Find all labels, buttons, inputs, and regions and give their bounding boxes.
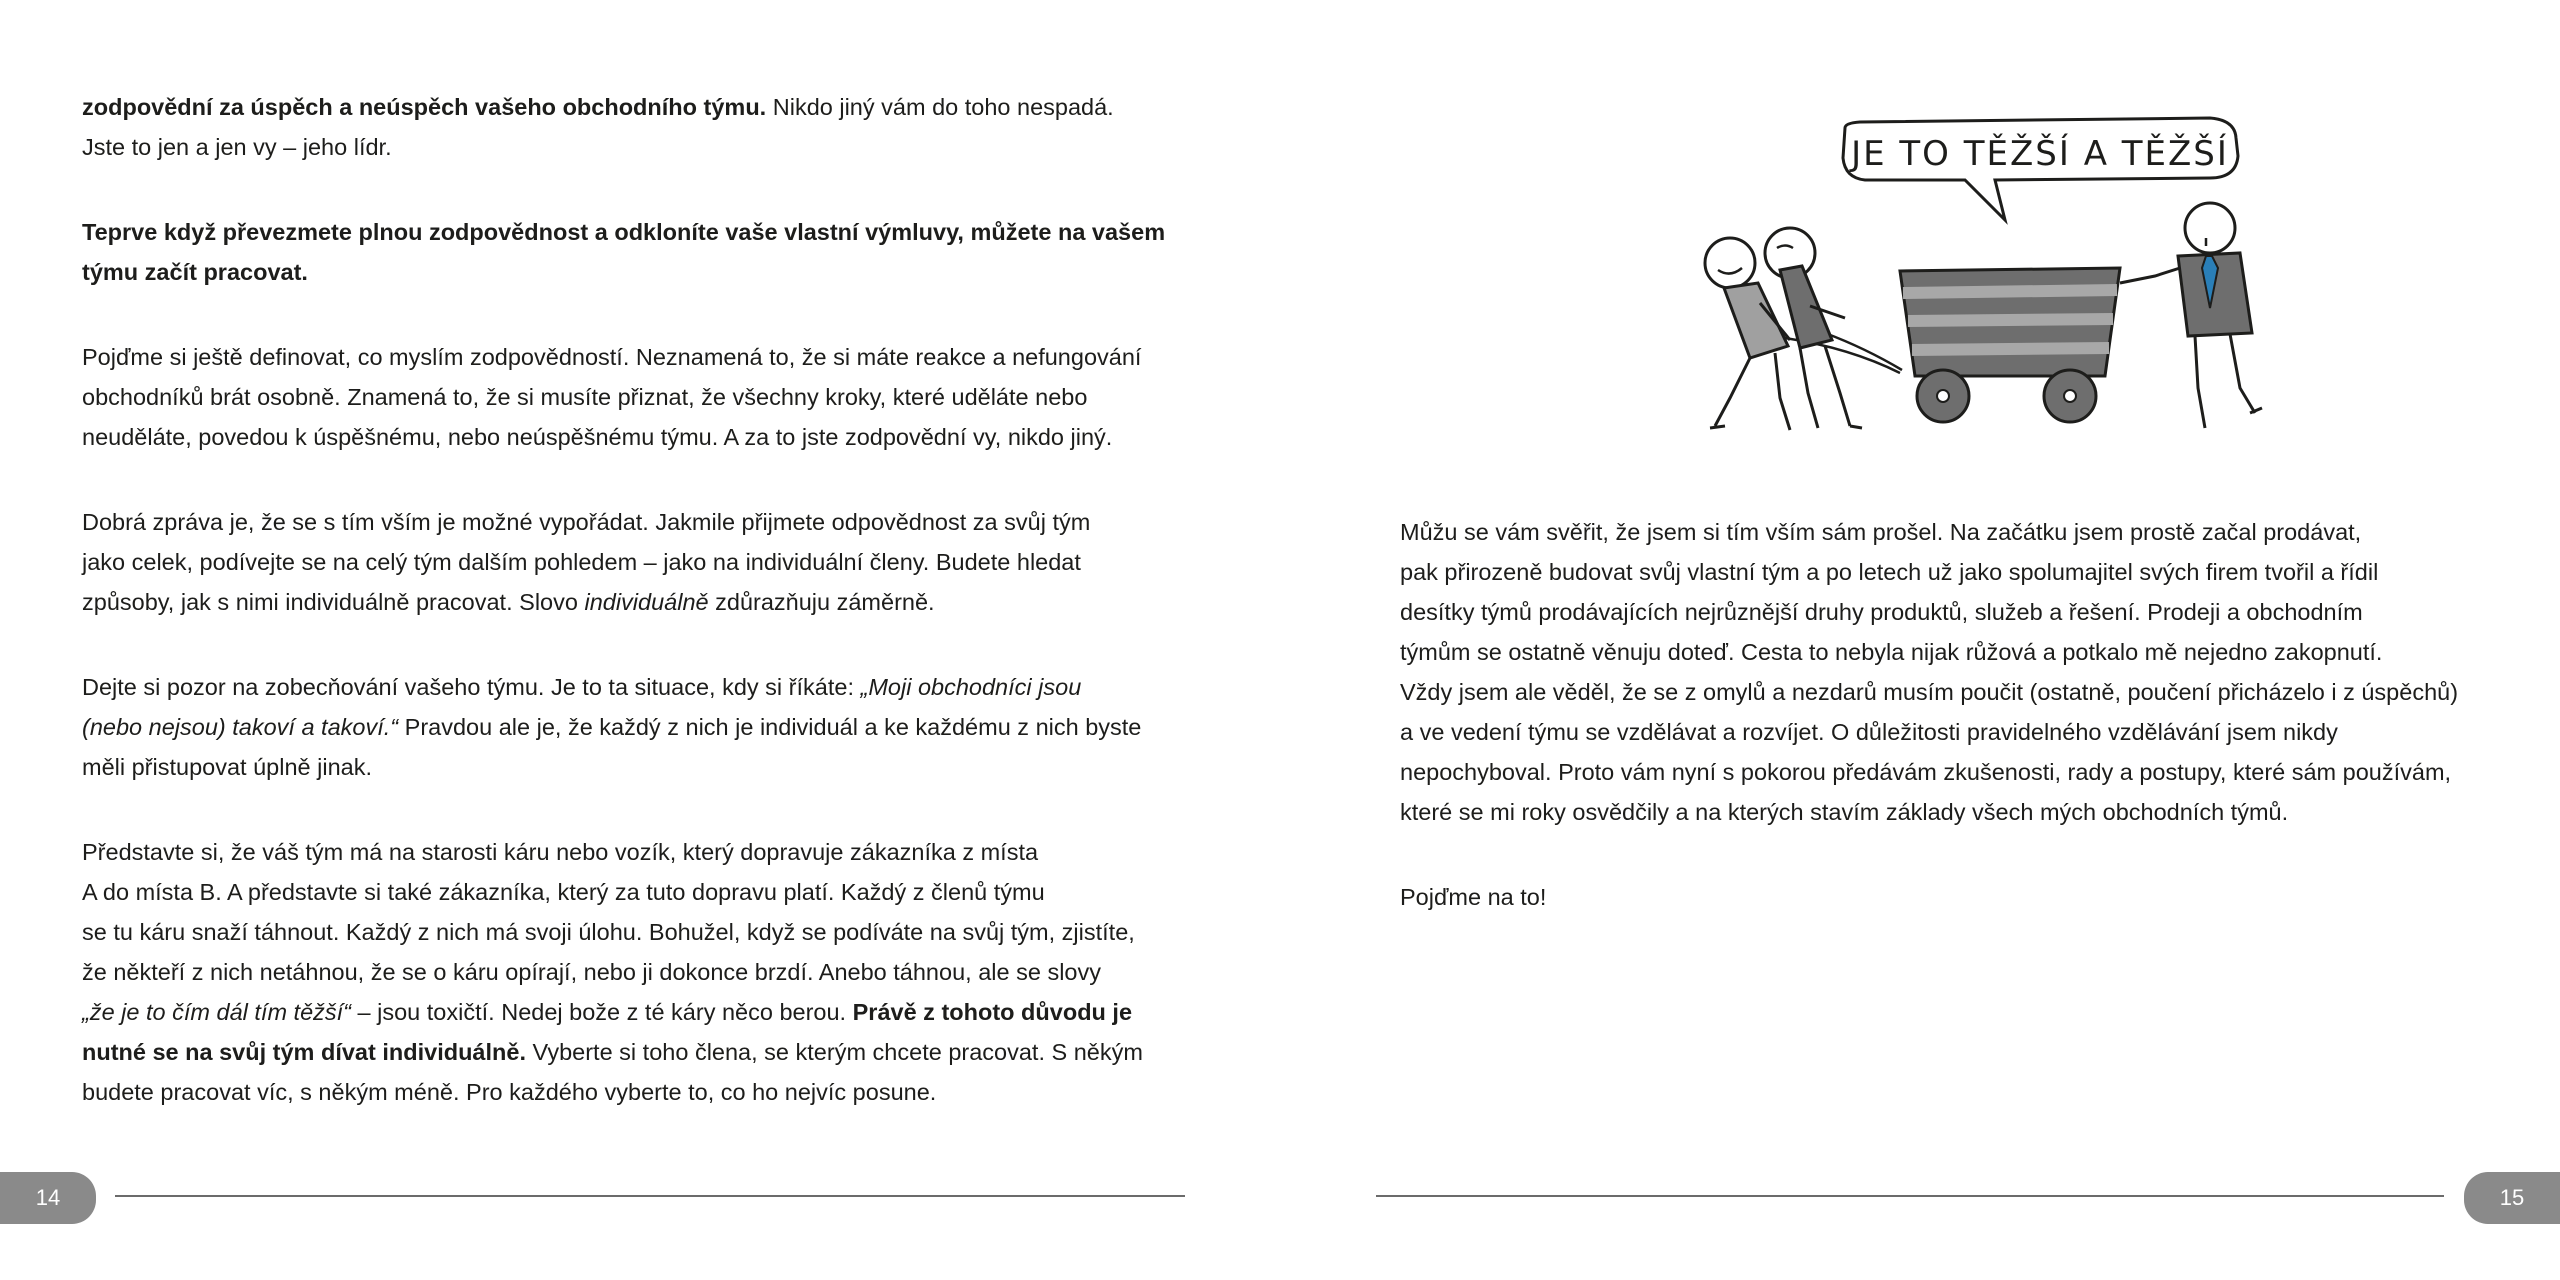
text-run: Pravdou ale je, že každý z nich je individuál a ke každému z nich byste bbox=[398, 714, 1142, 740]
bold-text: týmu začít pracovat. bbox=[82, 259, 308, 285]
right-page bbox=[1280, 0, 2560, 1280]
paragraph bbox=[82, 212, 1182, 292]
text-run: neuděláte, povedou k úspěšnému, nebo neúspěšnému týmu. A za to jste zodpovědní vy, nikdo jiný. bbox=[82, 424, 1113, 450]
text-run: pak přirozeně budovat svůj vlastní tým a po letech už jako spolumajitel svých firem tvořil a řídil bbox=[1400, 559, 2379, 585]
text-run: A do místa B. A představte si také zákazníka, který za tuto dopravu platí. Každý z členů týmu bbox=[82, 879, 1045, 905]
bold-text: Právě z tohoto důvodu je bbox=[852, 999, 1133, 1025]
text-run: měli přistupovat úplně jinak. bbox=[82, 754, 372, 780]
paragraph bbox=[1400, 877, 2520, 917]
team-pulling-cart-illustration bbox=[1650, 108, 2320, 448]
footer-rule-right bbox=[1376, 1195, 2444, 1197]
text-run: Dejte si pozor na zobecňování vašeho týmu. Je to ta situace, kdy si říkáte: bbox=[82, 674, 861, 700]
text-line bbox=[82, 582, 1182, 622]
text-line bbox=[82, 1072, 1182, 1112]
text-run: jako celek, podívejte se na celý tým dalším pohledem – jako na individuální členy. Budete hledat bbox=[82, 549, 1081, 575]
leaning-person-right bbox=[2120, 203, 2262, 428]
text-run: zdůrazňuju záměrně. bbox=[708, 589, 935, 615]
text-run: Vyberte si toho člena, se kterým chcete pracovat. S někým bbox=[526, 1039, 1143, 1065]
text-line bbox=[82, 952, 1182, 992]
text-line bbox=[1400, 672, 2520, 712]
text-line bbox=[82, 127, 1182, 167]
italic-text: individuálně bbox=[584, 589, 709, 615]
text-line bbox=[82, 212, 1182, 252]
text-run: a ve vedení týmu se vzdělávat a rozvíjet. O důležitosti pravidelného vzdělávání jsem nikdy bbox=[1400, 719, 2338, 745]
text-line bbox=[82, 417, 1182, 457]
italic-text: „že je to čím dál tím těžší“ bbox=[82, 999, 352, 1025]
text-run: Jste to jen a jen vy – jeho lídr. bbox=[82, 134, 392, 160]
bold-text: nutné se na svůj tým dívat individuálně. bbox=[82, 1039, 526, 1065]
text-run: způsoby, jak s nimi individuálně pracovat. Slovo bbox=[82, 589, 585, 615]
cart bbox=[1900, 268, 2120, 422]
text-run: Představte si, že váš tým má na starosti káru nebo vozík, který dopravuje zákazníka z místa bbox=[82, 839, 1039, 865]
speech-bubble-text: JE TO TĚŽŠÍ A TĚŽŠÍ bbox=[1851, 134, 2229, 174]
italic-text: (nebo nejsou) takoví a takoví.“ bbox=[82, 714, 399, 740]
left-page-text bbox=[82, 87, 1182, 1157]
text-line bbox=[82, 667, 1182, 707]
text-line bbox=[1400, 592, 2520, 632]
text-run: budete pracovat víc, s někým méně. Pro každého vyberte to, co ho nejvíc posune. bbox=[82, 1079, 937, 1105]
right-page-text bbox=[1400, 512, 2520, 962]
text-line bbox=[82, 912, 1182, 952]
text-run: Pojďme si ještě definovat, co myslím zodpovědností. Neznamená to, že si máte reakce a nefungování bbox=[82, 344, 1142, 370]
text-line bbox=[1400, 792, 2520, 832]
page-number-left: 14 bbox=[0, 1172, 96, 1224]
bold-text: zodpovědní za úspěch a neúspěch vašeho obchodního týmu. bbox=[82, 94, 767, 120]
text-line bbox=[1400, 712, 2520, 752]
text-line bbox=[82, 747, 1182, 787]
text-line bbox=[82, 1032, 1182, 1072]
text-line bbox=[82, 707, 1182, 747]
text-run: že někteří z nich netáhnou, že se o káru opírají, nebo ji dokonce brzdí. Anebo táhnou, ale se slovy bbox=[82, 959, 1101, 985]
text-line bbox=[82, 872, 1182, 912]
page-number-right: 15 bbox=[2464, 1172, 2560, 1224]
text-run: nepochyboval. Proto vám nyní s pokorou předávám zkušenosti, rady a postupy, které sám používám, bbox=[1400, 759, 2452, 785]
text-run: desítky týmů prodávajících nejrůznější druhy produktů, služeb a řešení. Prodeji a obchodním bbox=[1400, 599, 2363, 625]
text-line bbox=[82, 502, 1182, 542]
text-run: Vždy jsem ale věděl, že se z omylů a nezdarů musím poučit (ostatně, poučení přicházelo i z úspěchů) bbox=[1400, 679, 2459, 705]
text-run: týmům se ostatně věnuju doteď. Cesta to nebyla nijak růžová a potkalo mě nejedno zakopnutí. bbox=[1400, 639, 2383, 665]
paragraph bbox=[82, 337, 1182, 457]
paragraph bbox=[1400, 512, 2520, 832]
text-run: Pojďme na to! bbox=[1400, 884, 1547, 910]
text-line bbox=[1400, 752, 2520, 792]
paragraph bbox=[82, 502, 1182, 622]
footer-rule-left bbox=[115, 1195, 1185, 1197]
paragraph bbox=[82, 87, 1182, 167]
paragraph bbox=[82, 667, 1182, 787]
text-line bbox=[82, 377, 1182, 417]
text-run: se tu káru snaží táhnout. Každý z nich má svoji úlohu. Bohužel, když se podíváte na svůj tým, zjistíte, bbox=[82, 919, 1135, 945]
text-line bbox=[82, 542, 1182, 582]
text-line bbox=[1400, 632, 2520, 672]
text-run: Nikdo jiný vám do toho nespadá. bbox=[766, 94, 1114, 120]
text-line bbox=[82, 87, 1182, 127]
text-run: které se mi roky osvědčily a na kterých stavím základy všech mých obchodních týmů. bbox=[1400, 799, 2289, 825]
italic-text: „Moji obchodníci jsou bbox=[860, 674, 1082, 700]
text-run: Dobrá zpráva je, že se s tím vším je možné vypořádat. Jakmile přijmete odpovědnost za svůj tým bbox=[82, 509, 1091, 535]
text-line bbox=[1400, 552, 2520, 592]
text-line bbox=[82, 252, 1182, 292]
text-line bbox=[1400, 877, 2520, 917]
text-line bbox=[1400, 512, 2520, 552]
text-line bbox=[82, 992, 1182, 1032]
bold-text: Teprve když převezmete plnou zodpovědnost a odkloníte vaše vlastní výmluvy, můžete na vašem bbox=[82, 219, 1166, 245]
text-line bbox=[82, 337, 1182, 377]
paragraph bbox=[82, 832, 1182, 1112]
text-run: obchodníků brát osobně. Znamená to, že si musíte přiznat, že všechny kroky, které uděláte nebo bbox=[82, 384, 1088, 410]
text-run: Můžu se vám svěřit, že jsem si tím vším sám prošel. Na začátku jsem prostě začal prodávat, bbox=[1400, 519, 2362, 545]
text-line bbox=[82, 832, 1182, 872]
text-run: – jsou toxičtí. Nedej bože z té káry něco berou. bbox=[351, 999, 853, 1025]
